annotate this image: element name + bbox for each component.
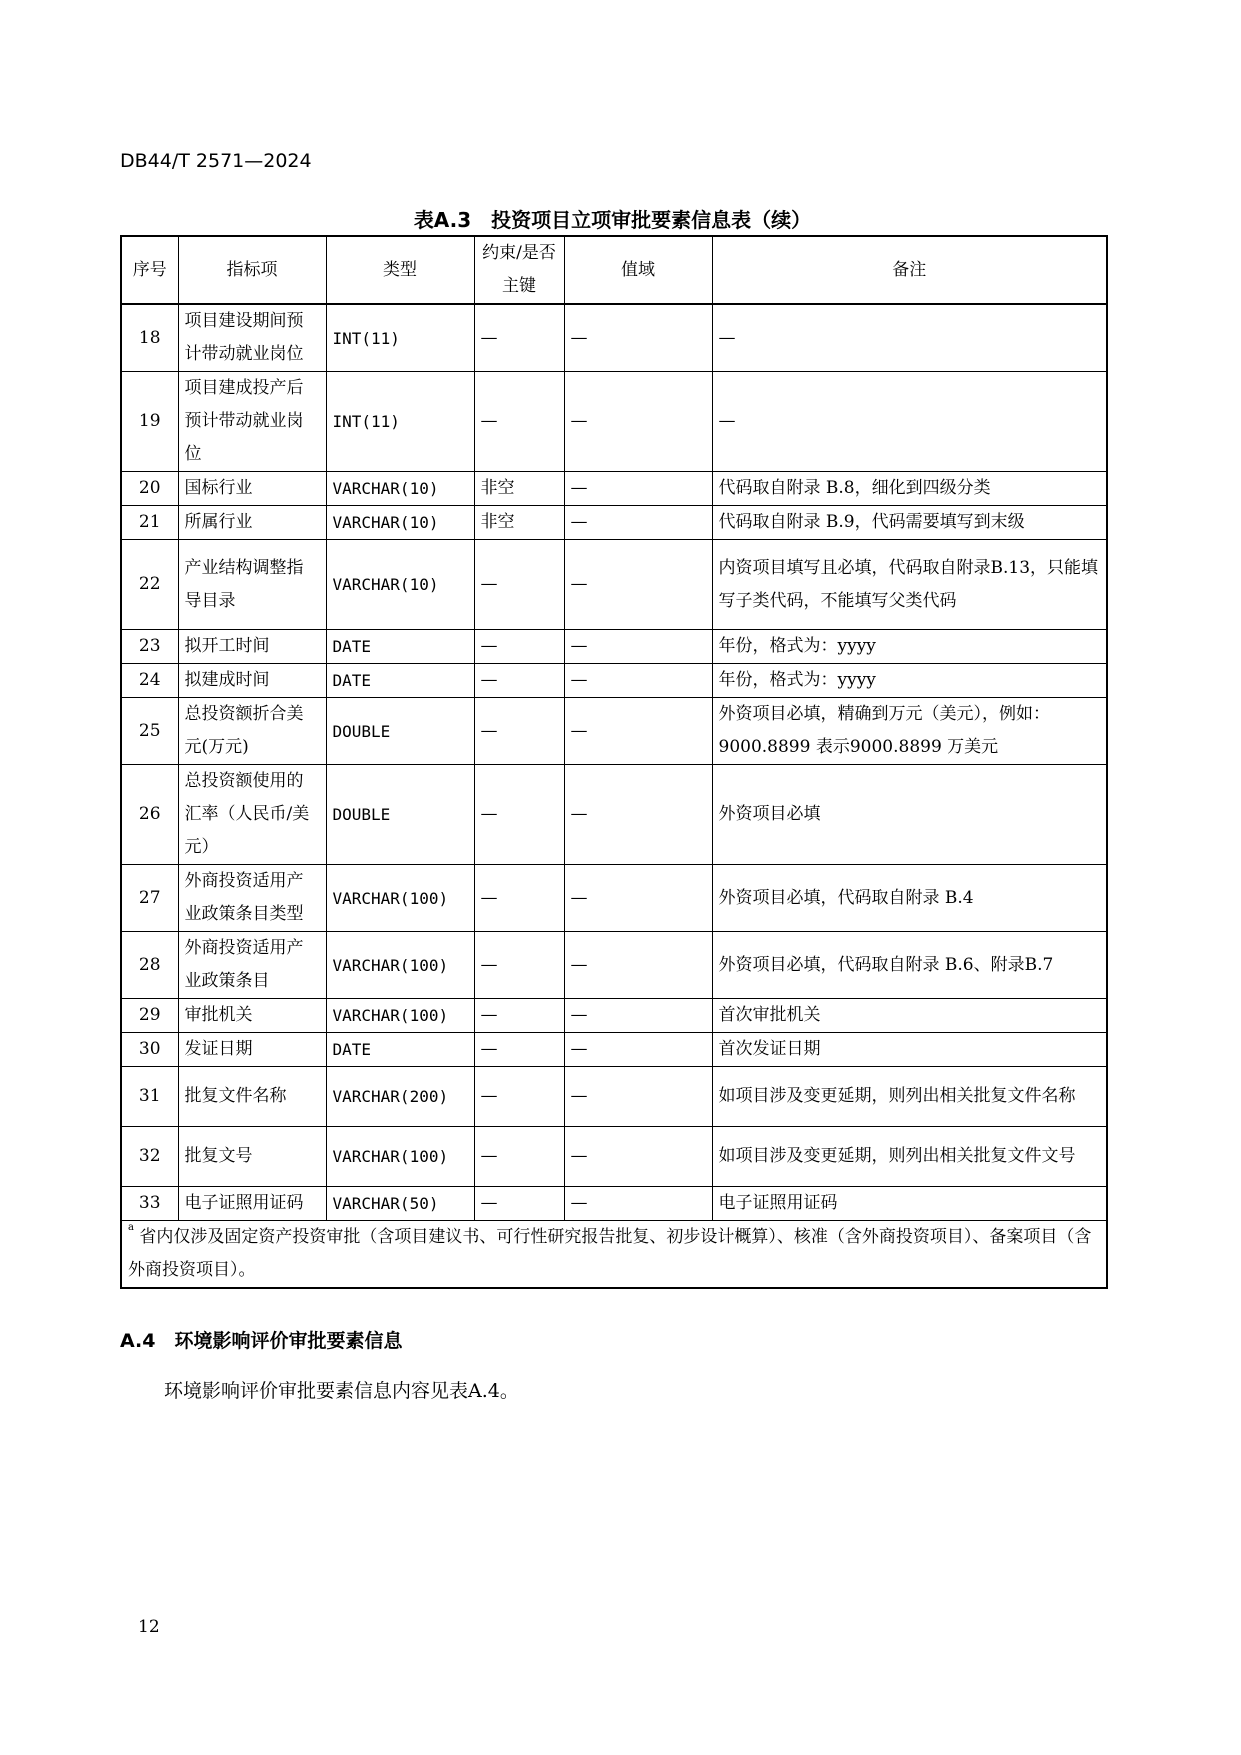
table-row	[121, 372, 1107, 472]
row-number: 28	[121, 932, 178, 999]
col-header-type: 类型	[326, 236, 474, 304]
row-domain: —	[564, 698, 712, 765]
footnote-text: 省内仅涉及固定资产投资审批（含项目建议书、可行性研究报告批复、初步设计概算）、核准（含外商投资项目）、备案项目（含外商投资项目）。	[128, 1227, 1092, 1280]
row-domain: —	[564, 664, 712, 698]
row-remark: —	[712, 372, 1107, 472]
row-constraint: —	[474, 630, 564, 664]
row-remark: 内资项目填写且必填，代码取自附录B.13，只能填写子类代码，不能填写父类代码	[712, 540, 1107, 630]
table-caption: 表A.3 投资项目立项审批要素信息表（续）	[413, 208, 812, 232]
approval-elements-table	[120, 235, 1108, 1289]
row-number: 29	[121, 999, 178, 1033]
row-item: 电子证照用证码	[178, 1187, 326, 1221]
row-item: 批复文号	[178, 1127, 326, 1187]
section-heading: A.4 环境影响评价审批要素信息	[120, 1330, 403, 1352]
row-item: 所属行业	[178, 506, 326, 540]
row-item: 拟建成时间	[178, 664, 326, 698]
section-paragraph: 环境影响评价审批要素信息内容见表A.4。	[164, 1380, 519, 1402]
table-header-row	[121, 236, 1107, 304]
row-domain: —	[564, 304, 712, 372]
table-row	[121, 698, 1107, 765]
row-item: 项目建成投产后预计带动就业岗位	[178, 372, 326, 472]
row-constraint: —	[474, 1067, 564, 1127]
row-constraint: —	[474, 765, 564, 865]
row-type: VARCHAR(100)	[326, 865, 474, 932]
row-type: VARCHAR(100)	[326, 999, 474, 1033]
row-constraint: —	[474, 664, 564, 698]
table-row	[121, 999, 1107, 1033]
row-type: VARCHAR(200)	[326, 1067, 474, 1127]
row-number: 20	[121, 472, 178, 506]
row-domain: —	[564, 932, 712, 999]
row-remark: 代码取自附录 B.8，细化到四级分类	[712, 472, 1107, 506]
row-number: 30	[121, 1033, 178, 1067]
row-item: 项目建设期间预计带动就业岗位	[178, 304, 326, 372]
table-row	[121, 1127, 1107, 1187]
row-number: 21	[121, 506, 178, 540]
row-number: 25	[121, 698, 178, 765]
row-item: 外商投资适用产业政策条目类型	[178, 865, 326, 932]
row-number: 19	[121, 372, 178, 472]
row-item: 国标行业	[178, 472, 326, 506]
col-header-remark: 备注	[712, 236, 1107, 304]
table-row	[121, 664, 1107, 698]
table-row	[121, 540, 1107, 630]
col-header-domain: 值域	[564, 236, 712, 304]
row-domain: —	[564, 630, 712, 664]
table-row	[121, 506, 1107, 540]
row-type: VARCHAR(10)	[326, 506, 474, 540]
row-item: 总投资额使用的汇率（人民币/美元）	[178, 765, 326, 865]
col-header-item: 指标项	[178, 236, 326, 304]
row-number: 31	[121, 1067, 178, 1127]
row-remark: 代码取自附录 B.9，代码需要填写到末级	[712, 506, 1107, 540]
table-row	[121, 932, 1107, 999]
row-remark: 首次发证日期	[712, 1033, 1107, 1067]
row-type: INT(11)	[326, 372, 474, 472]
table-row	[121, 630, 1107, 664]
row-constraint: —	[474, 999, 564, 1033]
table-row	[121, 1067, 1107, 1127]
row-remark: 如项目涉及变更延期，则列出相关批复文件文号	[712, 1127, 1107, 1187]
table-row	[121, 1033, 1107, 1067]
row-constraint: —	[474, 540, 564, 630]
col-header-constraint: 约束/是否主键	[474, 236, 564, 304]
row-remark: 首次审批机关	[712, 999, 1107, 1033]
table-row	[121, 472, 1107, 506]
row-constraint: —	[474, 304, 564, 372]
row-constraint: —	[474, 698, 564, 765]
row-type: DATE	[326, 664, 474, 698]
row-domain: —	[564, 1187, 712, 1221]
table-row	[121, 865, 1107, 932]
row-domain: —	[564, 1033, 712, 1067]
row-number: 24	[121, 664, 178, 698]
row-item: 发证日期	[178, 1033, 326, 1067]
row-domain: —	[564, 1127, 712, 1187]
row-type: VARCHAR(50)	[326, 1187, 474, 1221]
row-item: 外商投资适用产业政策条目	[178, 932, 326, 999]
row-number: 26	[121, 765, 178, 865]
row-domain: —	[564, 865, 712, 932]
page-number: 12	[138, 1617, 160, 1637]
row-constraint: —	[474, 1033, 564, 1067]
row-remark: 外资项目必填，代码取自附录 B.4	[712, 865, 1107, 932]
row-constraint: —	[474, 932, 564, 999]
footnote-mark: a	[128, 1222, 134, 1233]
table-row	[121, 1187, 1107, 1221]
row-type: VARCHAR(100)	[326, 932, 474, 999]
row-type: VARCHAR(100)	[326, 1127, 474, 1187]
col-header-no: 序号	[121, 236, 178, 304]
table-row	[121, 304, 1107, 372]
row-type: DOUBLE	[326, 765, 474, 865]
row-constraint: —	[474, 372, 564, 472]
row-domain: —	[564, 540, 712, 630]
row-remark: 外资项目必填，精确到万元（美元），例如：9000.8899 表示9000.8899 万美元	[712, 698, 1107, 765]
row-constraint: —	[474, 1187, 564, 1221]
row-type: DATE	[326, 1033, 474, 1067]
row-number: 23	[121, 630, 178, 664]
row-item: 批复文件名称	[178, 1067, 326, 1127]
row-number: 32	[121, 1127, 178, 1187]
row-number: 33	[121, 1187, 178, 1221]
row-remark: —	[712, 304, 1107, 372]
row-item: 拟开工时间	[178, 630, 326, 664]
row-item: 产业结构调整指导目录	[178, 540, 326, 630]
row-remark: 外资项目必填，代码取自附录 B.6、附录B.7	[712, 932, 1107, 999]
row-number: 22	[121, 540, 178, 630]
row-item: 审批机关	[178, 999, 326, 1033]
table-footnote	[121, 1221, 1107, 1289]
row-item: 总投资额折合美元(万元)	[178, 698, 326, 765]
row-number: 27	[121, 865, 178, 932]
document-code: DB44/T 2571—2024	[120, 150, 312, 172]
row-number: 18	[121, 304, 178, 372]
row-constraint: 非空	[474, 506, 564, 540]
row-domain: —	[564, 999, 712, 1033]
row-constraint: —	[474, 865, 564, 932]
row-type: VARCHAR(10)	[326, 472, 474, 506]
row-type: VARCHAR(10)	[326, 540, 474, 630]
row-type: DOUBLE	[326, 698, 474, 765]
row-type: INT(11)	[326, 304, 474, 372]
footnote-row	[121, 1221, 1107, 1289]
row-remark: 电子证照用证码	[712, 1187, 1107, 1221]
row-domain: —	[564, 765, 712, 865]
table-row	[121, 765, 1107, 865]
row-remark: 如项目涉及变更延期，则列出相关批复文件名称	[712, 1067, 1107, 1127]
row-remark: 年份，格式为：yyyy	[712, 630, 1107, 664]
row-remark: 年份，格式为：yyyy	[712, 664, 1107, 698]
row-domain: —	[564, 472, 712, 506]
row-domain: —	[564, 1067, 712, 1127]
row-remark: 外资项目必填	[712, 765, 1107, 865]
row-type: DATE	[326, 630, 474, 664]
row-domain: —	[564, 506, 712, 540]
row-constraint: —	[474, 1127, 564, 1187]
row-constraint: 非空	[474, 472, 564, 506]
row-domain: —	[564, 372, 712, 472]
